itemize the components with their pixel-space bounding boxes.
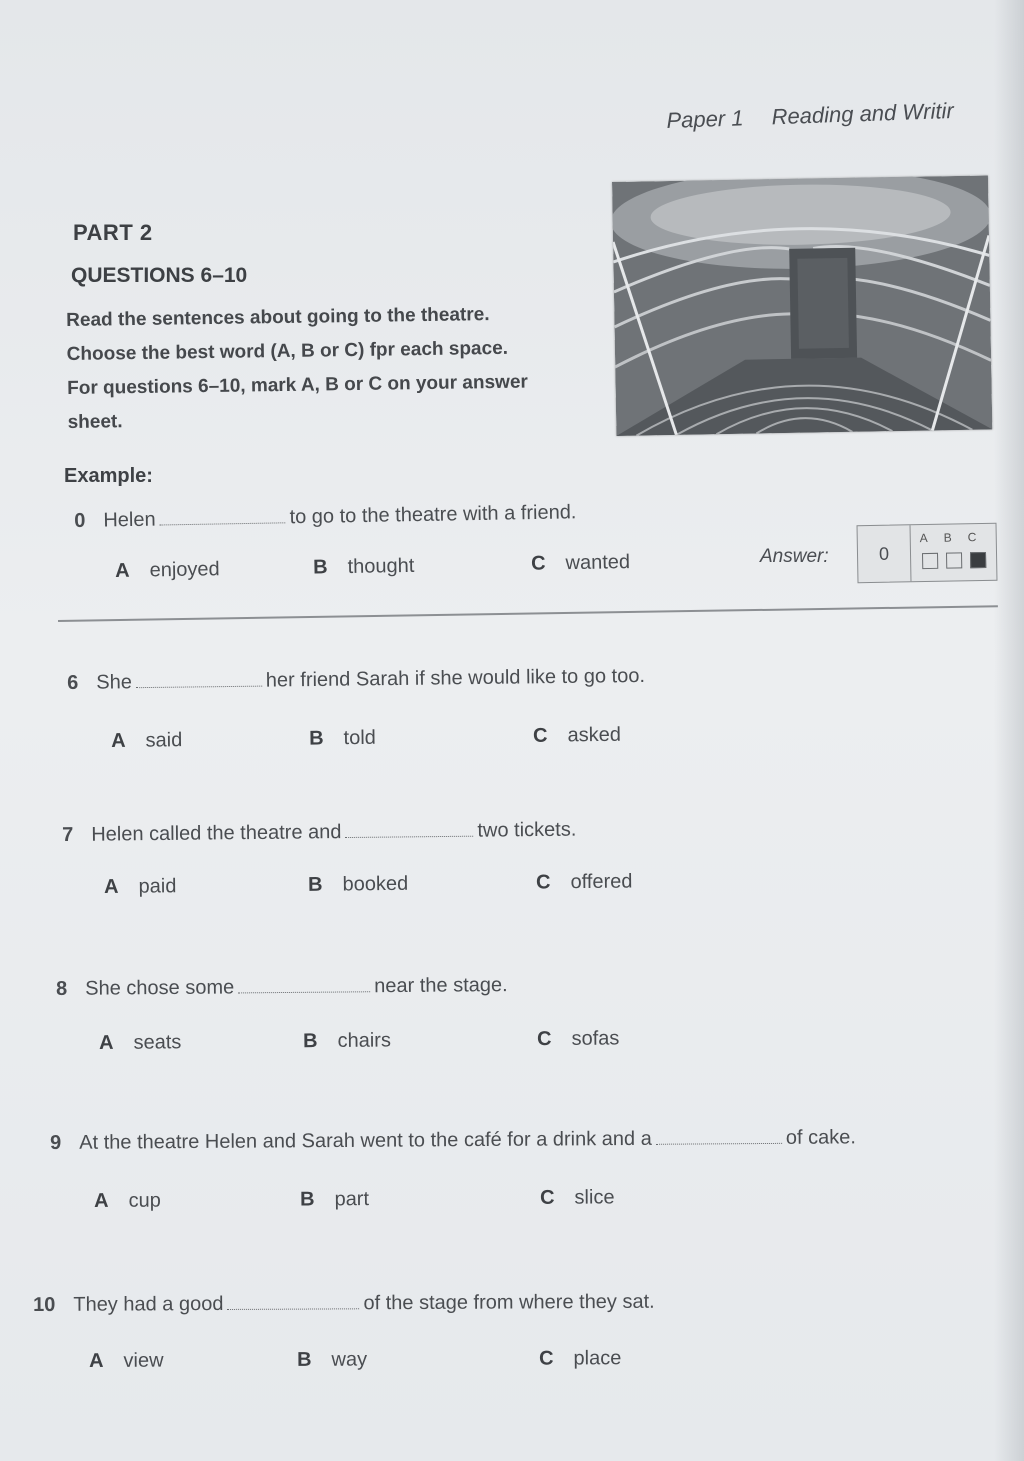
question-7 (62, 817, 576, 847)
section-divider (58, 605, 998, 622)
answer-number: 0 (858, 525, 912, 582)
sentence-end: of cake. (785, 1126, 856, 1149)
sentence-end: of the stage from where they sat. (363, 1290, 655, 1315)
option-b: B booked (307, 872, 409, 896)
question-9 (50, 1124, 856, 1155)
option-c: C wanted (530, 551, 631, 575)
option-a: A view (89, 1349, 164, 1372)
option-b: B thought (312, 554, 415, 579)
sentence-end: to go to the theatre with a friend. (289, 501, 577, 529)
answer-blank (656, 1125, 782, 1145)
option-a: A cup (94, 1189, 161, 1212)
option-a: A seats (99, 1031, 182, 1054)
answer-blank (136, 668, 262, 689)
answer-box-c-marked (970, 552, 986, 568)
option-c: C asked (532, 723, 622, 747)
question-number: 8 (56, 977, 68, 1000)
option-b: B part (299, 1188, 370, 1211)
option-c: C sofas (536, 1027, 620, 1051)
section-label: Reading and Writir (771, 97, 955, 130)
instruction-line: sheet. (67, 411, 123, 433)
paper-label: Paper 1 (666, 105, 744, 133)
answer-blank (238, 973, 370, 993)
sentence-end: her friend Sarah if she would like to go too. (265, 664, 646, 692)
instruction-line: Read the sentences about going to the theatre. (66, 304, 490, 331)
example-label: Example: (64, 465, 153, 487)
page-edge-shadow (994, 0, 1024, 1461)
answer-box-b (946, 552, 962, 568)
instruction-line: Choose the best word (A, B or C) fpr each space. (66, 337, 509, 365)
question-number: 0 (74, 509, 86, 532)
option-c: C slice (539, 1186, 615, 1209)
question-8 (56, 972, 508, 1001)
question-10 (33, 1289, 655, 1317)
answer-letters: ABC (919, 529, 993, 546)
sentence-start: She (96, 671, 133, 694)
answer-label: Answer: (760, 546, 829, 567)
option-b: B way (296, 1348, 368, 1371)
sentence-start: They had a good (73, 1293, 224, 1316)
answer-blank (227, 1290, 359, 1310)
answer-sheet-sample (857, 523, 998, 583)
answer-blank (345, 818, 473, 838)
option-b: B told (308, 726, 376, 750)
option-a: A said (111, 729, 183, 752)
answer-blank (159, 504, 285, 525)
sentence-start: Helen (103, 508, 156, 532)
option-c: C offered (535, 870, 633, 894)
sentence-end: near the stage. (374, 974, 508, 998)
theatre-auditorium-image (612, 175, 992, 436)
option-c: C place (538, 1347, 622, 1370)
part-title: PART 2 (73, 220, 153, 245)
option-a: A enjoyed (115, 558, 220, 582)
sentence-end: two tickets. (477, 818, 577, 842)
example-sentence (74, 499, 577, 533)
sentence-start: Helen called the theatre and (91, 821, 342, 846)
question-6 (67, 663, 645, 695)
question-number: 6 (67, 671, 79, 694)
instruction-line: For questions 6–10, mark A, B or C on your answer (67, 371, 528, 399)
sentence-start: At the theatre Helen and Sarah went to the café for a drink and a (79, 1127, 652, 1154)
question-number: 10 (33, 1293, 56, 1316)
sentence-start: She chose some (85, 976, 235, 1000)
paper-header (666, 98, 954, 134)
question-number: 7 (62, 823, 74, 846)
questions-range: QUESTIONS 6–10 (71, 264, 248, 287)
answer-box-a (922, 553, 938, 569)
question-number: 9 (50, 1131, 62, 1154)
option-b: B chairs (302, 1029, 391, 1053)
option-a: A paid (104, 875, 177, 898)
instructions (66, 297, 593, 440)
